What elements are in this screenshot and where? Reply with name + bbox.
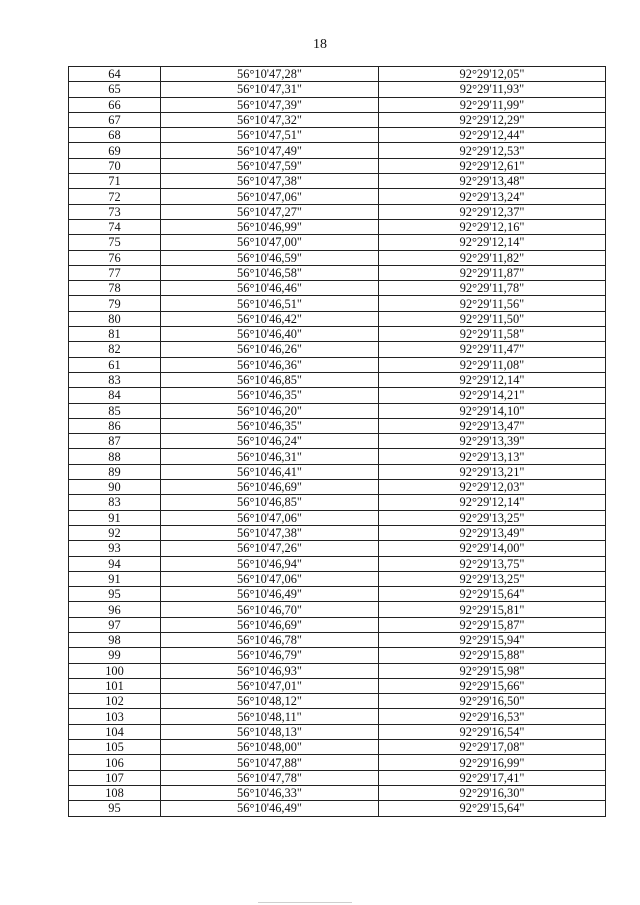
- longitude-cell: 92°29'16,99": [379, 755, 606, 770]
- table-row: [69, 464, 606, 479]
- longitude-cell: 92°29'15,94": [379, 632, 606, 647]
- table-row: [69, 587, 606, 602]
- point-number-cell: 66: [69, 97, 161, 112]
- point-number-cell: 95: [69, 801, 161, 816]
- longitude-cell: 92°29'13,25": [379, 571, 606, 586]
- point-number-cell: 61: [69, 357, 161, 372]
- latitude-cell: 56°10'48,13": [161, 724, 379, 739]
- point-number-cell: 82: [69, 342, 161, 357]
- longitude-cell: 92°29'13,25": [379, 510, 606, 525]
- table-row: [69, 357, 606, 372]
- longitude-cell: 92°29'13,75": [379, 556, 606, 571]
- table-row: [69, 388, 606, 403]
- latitude-cell: 56°10'46,35": [161, 388, 379, 403]
- longitude-cell: 92°29'14,21": [379, 388, 606, 403]
- latitude-cell: 56°10'47,27": [161, 204, 379, 219]
- scan-edge-mark: [258, 902, 352, 903]
- longitude-cell: 92°29'12,16": [379, 219, 606, 234]
- longitude-cell: 92°29'13,24": [379, 189, 606, 204]
- latitude-cell: 56°10'46,94": [161, 556, 379, 571]
- longitude-cell: 92°29'13,13": [379, 449, 606, 464]
- point-number-cell: 83: [69, 372, 161, 387]
- table-row: [69, 724, 606, 739]
- table-row: [69, 342, 606, 357]
- longitude-cell: 92°29'13,39": [379, 434, 606, 449]
- longitude-cell: 92°29'12,14": [379, 372, 606, 387]
- latitude-cell: 56°10'46,59": [161, 250, 379, 265]
- latitude-cell: 56°10'47,06": [161, 189, 379, 204]
- longitude-cell: 92°29'12,44": [379, 128, 606, 143]
- longitude-cell: 92°29'11,08": [379, 357, 606, 372]
- table-row: [69, 403, 606, 418]
- latitude-cell: 56°10'46,40": [161, 327, 379, 342]
- longitude-cell: 92°29'15,66": [379, 678, 606, 693]
- point-number-cell: 88: [69, 449, 161, 464]
- table-row: [69, 617, 606, 632]
- longitude-cell: 92°29'13,47": [379, 418, 606, 433]
- table-row: [69, 694, 606, 709]
- table-row: [69, 709, 606, 724]
- table-row: [69, 785, 606, 800]
- point-number-cell: 68: [69, 128, 161, 143]
- latitude-cell: 56°10'46,58": [161, 265, 379, 280]
- latitude-cell: 56°10'47,00": [161, 235, 379, 250]
- longitude-cell: 92°29'15,64": [379, 801, 606, 816]
- latitude-cell: 56°10'47,28": [161, 67, 379, 82]
- latitude-cell: 56°10'46,93": [161, 663, 379, 678]
- point-number-cell: 72: [69, 189, 161, 204]
- table-row: [69, 281, 606, 296]
- latitude-cell: 56°10'46,99": [161, 219, 379, 234]
- point-number-cell: 87: [69, 434, 161, 449]
- point-number-cell: 106: [69, 755, 161, 770]
- longitude-cell: 92°29'11,56": [379, 296, 606, 311]
- point-number-cell: 107: [69, 770, 161, 785]
- longitude-cell: 92°29'12,14": [379, 235, 606, 250]
- table-row: [69, 265, 606, 280]
- longitude-cell: 92°29'11,47": [379, 342, 606, 357]
- latitude-cell: 56°10'46,42": [161, 311, 379, 326]
- point-number-cell: 70: [69, 158, 161, 173]
- latitude-cell: 56°10'47,51": [161, 128, 379, 143]
- latitude-cell: 56°10'46,49": [161, 587, 379, 602]
- table-row: [69, 174, 606, 189]
- longitude-cell: 92°29'12,14": [379, 495, 606, 510]
- point-number-cell: 93: [69, 541, 161, 556]
- table-row: [69, 296, 606, 311]
- latitude-cell: 56°10'47,38": [161, 174, 379, 189]
- table-row: [69, 143, 606, 158]
- longitude-cell: 92°29'16,50": [379, 694, 606, 709]
- point-number-cell: 86: [69, 418, 161, 433]
- latitude-cell: 56°10'46,70": [161, 602, 379, 617]
- longitude-cell: 92°29'16,53": [379, 709, 606, 724]
- point-number-cell: 96: [69, 602, 161, 617]
- point-number-cell: 83: [69, 495, 161, 510]
- table-row: [69, 418, 606, 433]
- point-number-cell: 108: [69, 785, 161, 800]
- table-row: [69, 801, 606, 816]
- coordinates-table-body: [69, 67, 606, 817]
- point-number-cell: 102: [69, 694, 161, 709]
- latitude-cell: 56°10'47,06": [161, 571, 379, 586]
- longitude-cell: 92°29'12,37": [379, 204, 606, 219]
- longitude-cell: 92°29'11,87": [379, 265, 606, 280]
- longitude-cell: 92°29'11,58": [379, 327, 606, 342]
- latitude-cell: 56°10'47,39": [161, 97, 379, 112]
- point-number-cell: 100: [69, 663, 161, 678]
- latitude-cell: 56°10'47,78": [161, 770, 379, 785]
- latitude-cell: 56°10'48,12": [161, 694, 379, 709]
- latitude-cell: 56°10'47,01": [161, 678, 379, 693]
- table-row: [69, 311, 606, 326]
- table-row: [69, 434, 606, 449]
- point-number-cell: 64: [69, 67, 161, 82]
- point-number-cell: 101: [69, 678, 161, 693]
- table-row: [69, 678, 606, 693]
- table-row: [69, 204, 606, 219]
- point-number-cell: 92: [69, 525, 161, 540]
- point-number-cell: 103: [69, 709, 161, 724]
- coordinates-table: [68, 66, 606, 817]
- point-number-cell: 75: [69, 235, 161, 250]
- table-row: [69, 770, 606, 785]
- longitude-cell: 92°29'11,50": [379, 311, 606, 326]
- latitude-cell: 56°10'47,49": [161, 143, 379, 158]
- point-number-cell: 79: [69, 296, 161, 311]
- point-number-cell: 85: [69, 403, 161, 418]
- point-number-cell: 71: [69, 174, 161, 189]
- latitude-cell: 56°10'46,41": [161, 464, 379, 479]
- point-number-cell: 105: [69, 740, 161, 755]
- latitude-cell: 56°10'46,33": [161, 785, 379, 800]
- latitude-cell: 56°10'47,06": [161, 510, 379, 525]
- latitude-cell: 56°10'47,31": [161, 82, 379, 97]
- point-number-cell: 65: [69, 82, 161, 97]
- latitude-cell: 56°10'47,88": [161, 755, 379, 770]
- latitude-cell: 56°10'46,49": [161, 801, 379, 816]
- longitude-cell: 92°29'15,98": [379, 663, 606, 678]
- longitude-cell: 92°29'17,41": [379, 770, 606, 785]
- table-row: [69, 663, 606, 678]
- latitude-cell: 56°10'46,85": [161, 495, 379, 510]
- table-row: [69, 480, 606, 495]
- point-number-cell: 95: [69, 587, 161, 602]
- point-number-cell: 80: [69, 311, 161, 326]
- longitude-cell: 92°29'15,64": [379, 587, 606, 602]
- longitude-cell: 92°29'15,88": [379, 648, 606, 663]
- table-row: [69, 556, 606, 571]
- table-row: [69, 219, 606, 234]
- point-number-cell: 73: [69, 204, 161, 219]
- table-row: [69, 235, 606, 250]
- latitude-cell: 56°10'47,26": [161, 541, 379, 556]
- longitude-cell: 92°29'12,53": [379, 143, 606, 158]
- point-number-cell: 78: [69, 281, 161, 296]
- point-number-cell: 104: [69, 724, 161, 739]
- latitude-cell: 56°10'47,32": [161, 112, 379, 127]
- table-row: [69, 571, 606, 586]
- table-row: [69, 495, 606, 510]
- latitude-cell: 56°10'47,59": [161, 158, 379, 173]
- longitude-cell: 92°29'16,54": [379, 724, 606, 739]
- latitude-cell: 56°10'48,11": [161, 709, 379, 724]
- longitude-cell: 92°29'13,49": [379, 525, 606, 540]
- point-number-cell: 69: [69, 143, 161, 158]
- longitude-cell: 92°29'13,48": [379, 174, 606, 189]
- longitude-cell: 92°29'11,78": [379, 281, 606, 296]
- latitude-cell: 56°10'47,38": [161, 525, 379, 540]
- table-row: [69, 189, 606, 204]
- table-row: [69, 648, 606, 663]
- point-number-cell: 98: [69, 632, 161, 647]
- point-number-cell: 89: [69, 464, 161, 479]
- point-number-cell: 67: [69, 112, 161, 127]
- longitude-cell: 92°29'12,05": [379, 67, 606, 82]
- latitude-cell: 56°10'46,36": [161, 357, 379, 372]
- latitude-cell: 56°10'46,85": [161, 372, 379, 387]
- latitude-cell: 56°10'46,26": [161, 342, 379, 357]
- page-number: 18: [313, 37, 327, 52]
- table-row: [69, 449, 606, 464]
- table-row: [69, 67, 606, 82]
- table-row: [69, 510, 606, 525]
- latitude-cell: 56°10'46,69": [161, 617, 379, 632]
- latitude-cell: 56°10'46,20": [161, 403, 379, 418]
- latitude-cell: 56°10'46,51": [161, 296, 379, 311]
- latitude-cell: 56°10'48,00": [161, 740, 379, 755]
- table-row: [69, 740, 606, 755]
- latitude-cell: 56°10'46,78": [161, 632, 379, 647]
- table-row: [69, 372, 606, 387]
- longitude-cell: 92°29'11,99": [379, 97, 606, 112]
- longitude-cell: 92°29'14,00": [379, 541, 606, 556]
- table-row: [69, 602, 606, 617]
- table-row: [69, 541, 606, 556]
- point-number-cell: 84: [69, 388, 161, 403]
- latitude-cell: 56°10'46,69": [161, 480, 379, 495]
- longitude-cell: 92°29'11,82": [379, 250, 606, 265]
- point-number-cell: 99: [69, 648, 161, 663]
- table-row: [69, 158, 606, 173]
- point-number-cell: 97: [69, 617, 161, 632]
- longitude-cell: 92°29'16,30": [379, 785, 606, 800]
- point-number-cell: 90: [69, 480, 161, 495]
- point-number-cell: 76: [69, 250, 161, 265]
- table-row: [69, 82, 606, 97]
- table-row: [69, 632, 606, 647]
- longitude-cell: 92°29'12,03": [379, 480, 606, 495]
- table-row: [69, 97, 606, 112]
- point-number-cell: 74: [69, 219, 161, 234]
- longitude-cell: 92°29'15,87": [379, 617, 606, 632]
- longitude-cell: 92°29'13,21": [379, 464, 606, 479]
- table-row: [69, 327, 606, 342]
- point-number-cell: 91: [69, 510, 161, 525]
- latitude-cell: 56°10'46,31": [161, 449, 379, 464]
- latitude-cell: 56°10'46,24": [161, 434, 379, 449]
- longitude-cell: 92°29'12,61": [379, 158, 606, 173]
- table-row: [69, 250, 606, 265]
- longitude-cell: 92°29'11,93": [379, 82, 606, 97]
- latitude-cell: 56°10'46,46": [161, 281, 379, 296]
- point-number-cell: 81: [69, 327, 161, 342]
- table-row: [69, 112, 606, 127]
- point-number-cell: 94: [69, 556, 161, 571]
- point-number-cell: 91: [69, 571, 161, 586]
- latitude-cell: 56°10'46,35": [161, 418, 379, 433]
- table-row: [69, 755, 606, 770]
- table-row: [69, 525, 606, 540]
- point-number-cell: 77: [69, 265, 161, 280]
- longitude-cell: 92°29'14,10": [379, 403, 606, 418]
- longitude-cell: 92°29'17,08": [379, 740, 606, 755]
- longitude-cell: 92°29'15,81": [379, 602, 606, 617]
- table-row: [69, 128, 606, 143]
- longitude-cell: 92°29'12,29": [379, 112, 606, 127]
- latitude-cell: 56°10'46,79": [161, 648, 379, 663]
